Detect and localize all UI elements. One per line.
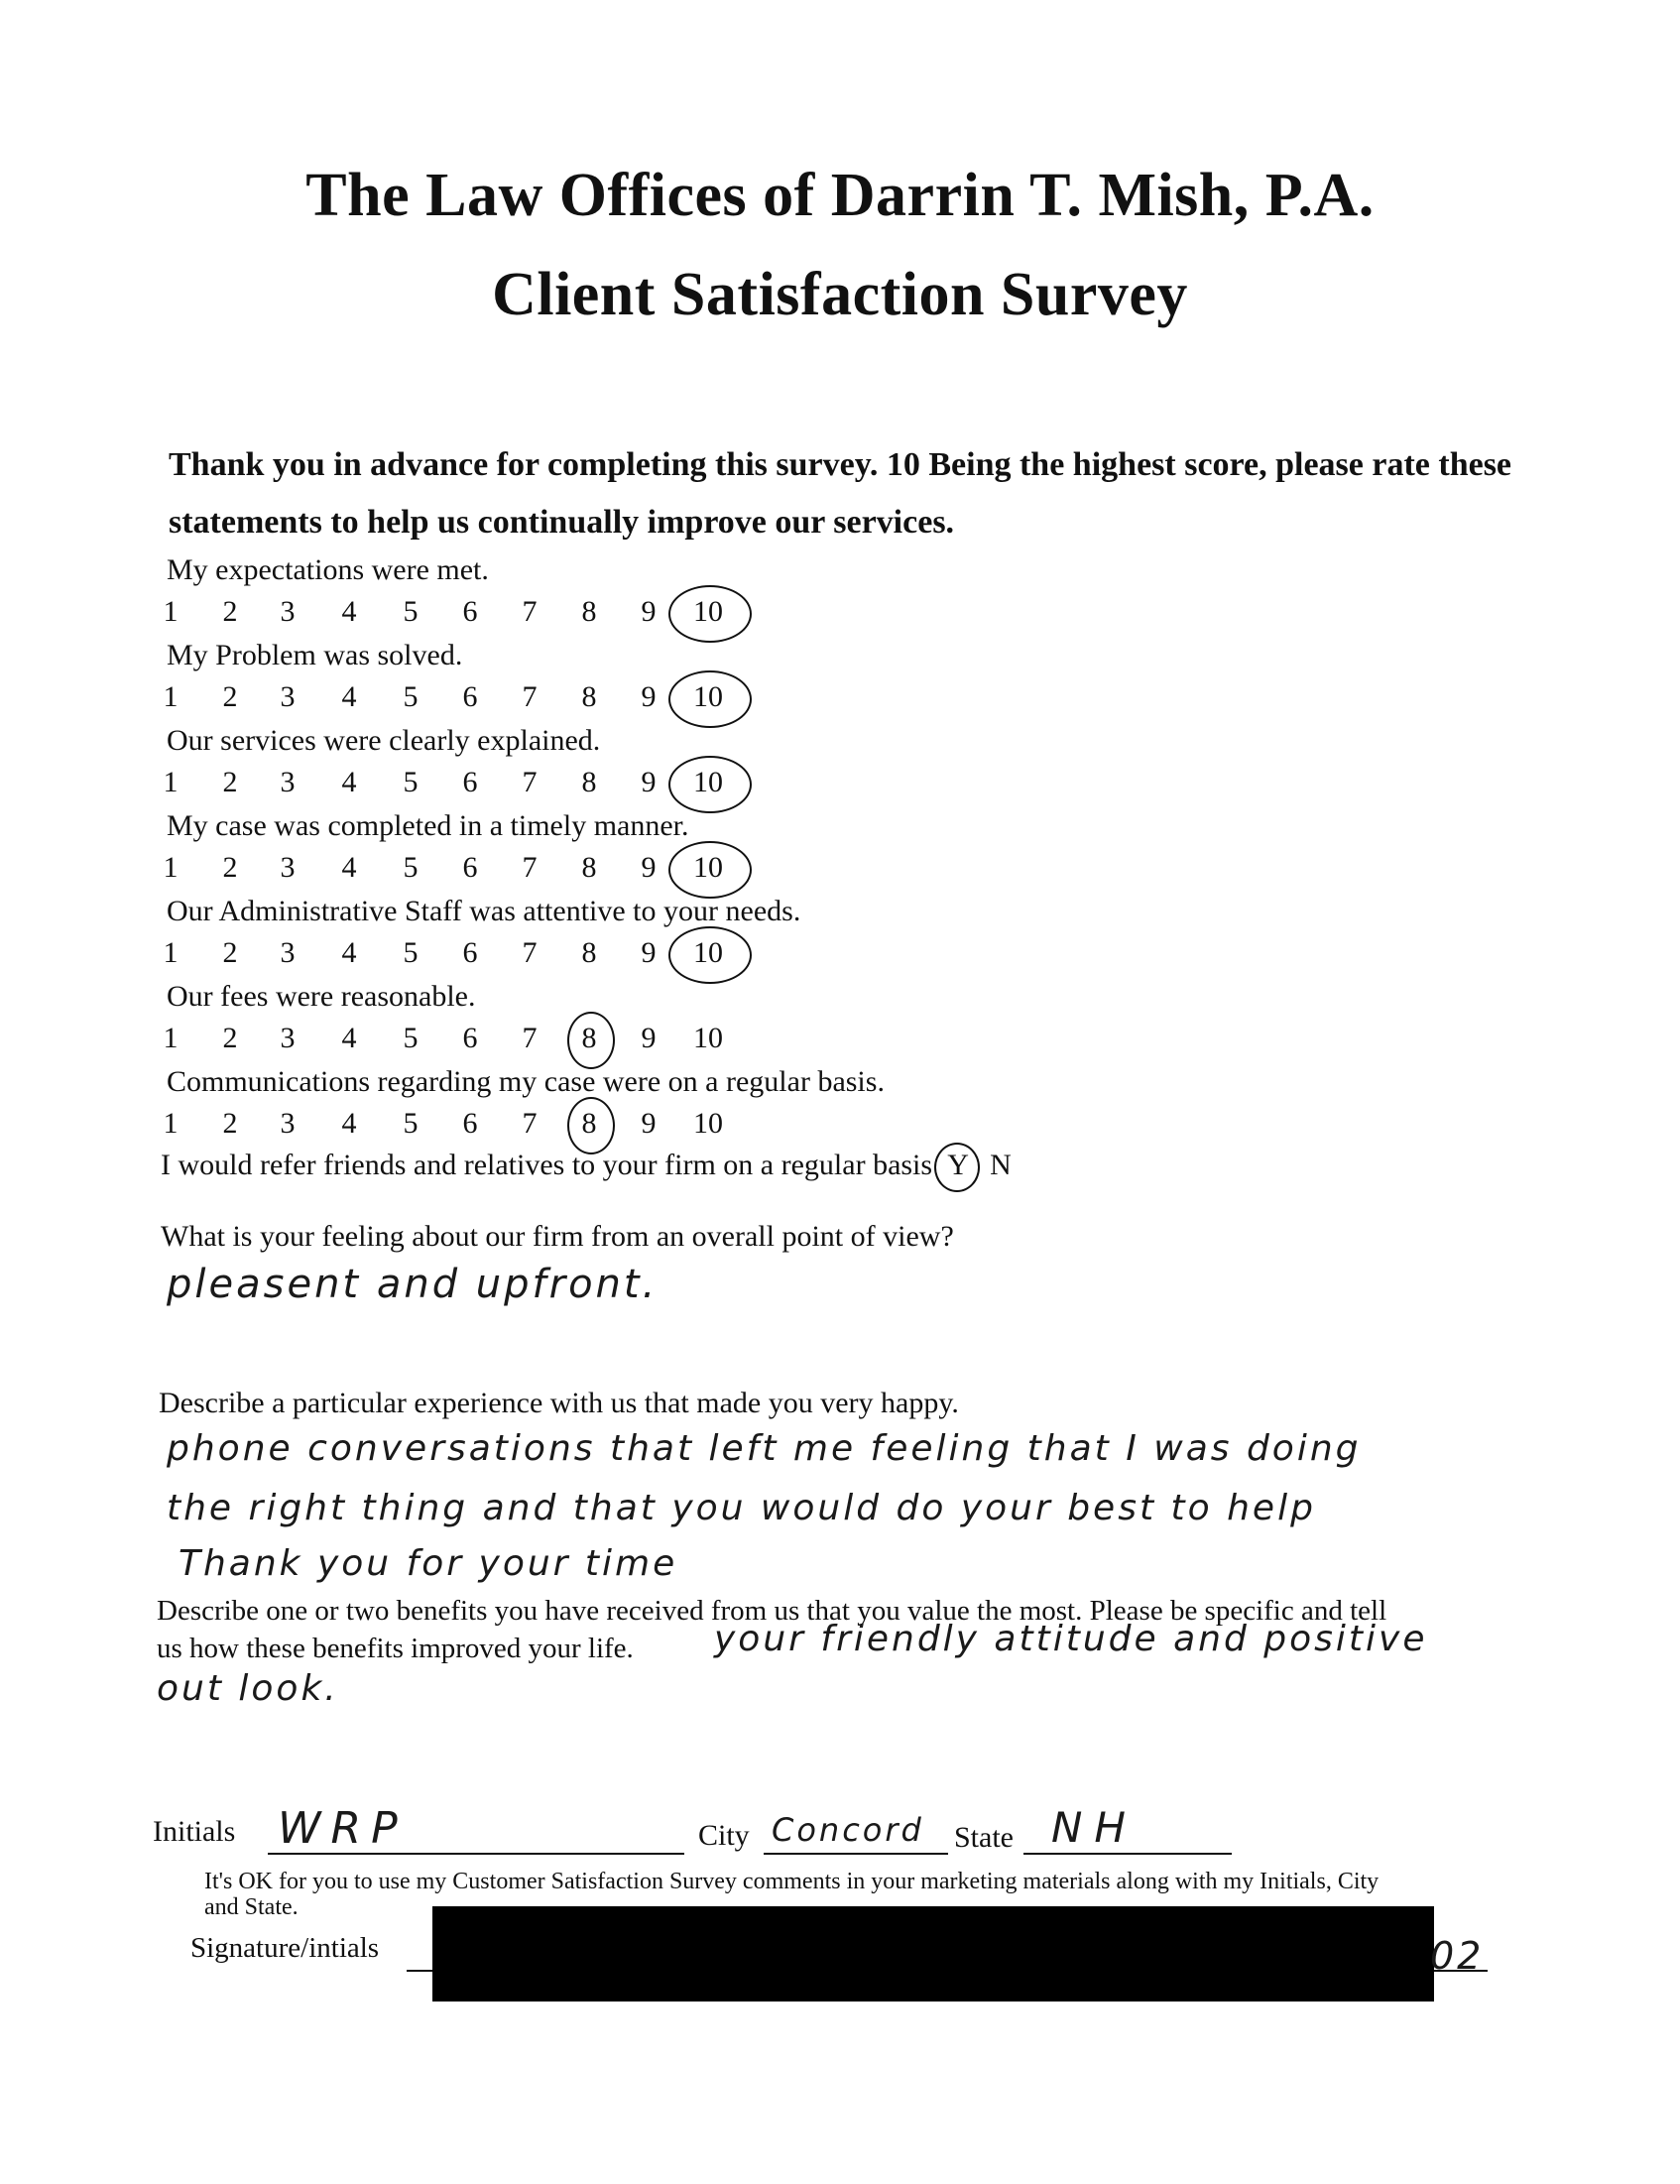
rating-option[interactable]: 2 xyxy=(222,1022,238,1054)
experience-answer-line: the right thing and that you would do your best to help xyxy=(167,1488,1316,1528)
rating-option[interactable]: 9 xyxy=(641,595,657,628)
question-text: My expectations were met. xyxy=(167,553,489,586)
rating-option[interactable]: 4 xyxy=(341,766,357,798)
refer-question xyxy=(161,1149,1012,1182)
rating-selection-circle xyxy=(668,585,752,643)
rating-option[interactable]: 5 xyxy=(403,766,419,798)
rating-option[interactable]: 8 xyxy=(581,680,597,713)
rating-option[interactable]: 6 xyxy=(462,1107,478,1140)
rating-selection-circle xyxy=(668,670,752,728)
refer-yes-option[interactable]: Y xyxy=(947,1149,969,1181)
experience-answer-line: Thank you for your time xyxy=(179,1543,678,1584)
rating-option[interactable]: 8 xyxy=(581,1107,597,1140)
refer-no-option[interactable]: N xyxy=(990,1149,1012,1181)
rating-option[interactable]: 3 xyxy=(280,1022,296,1054)
rating-option[interactable]: 8 xyxy=(581,766,597,798)
rating-option[interactable]: 4 xyxy=(341,936,357,969)
rating-option[interactable]: 10 xyxy=(693,595,723,628)
rating-option[interactable]: 1 xyxy=(163,595,179,628)
rating-option[interactable]: 4 xyxy=(341,1022,357,1054)
rating-option[interactable]: 6 xyxy=(462,680,478,713)
refer-selection-circle xyxy=(934,1143,980,1192)
survey-title: Client Satisfaction Survey xyxy=(492,261,1188,328)
rating-option[interactable]: 3 xyxy=(280,766,296,798)
rating-option[interactable]: 2 xyxy=(222,595,238,628)
question-text: Our services were clearly explained. xyxy=(167,724,601,757)
rating-option[interactable]: 3 xyxy=(280,680,296,713)
question-text: My case was completed in a timely manner. xyxy=(167,809,689,842)
rating-selection-circle xyxy=(668,926,752,984)
rating-option[interactable]: 4 xyxy=(341,595,357,628)
rating-selection-circle xyxy=(668,841,752,899)
rating-option[interactable]: 8 xyxy=(581,851,597,884)
rating-option[interactable]: 9 xyxy=(641,1107,657,1140)
rating-option[interactable]: 10 xyxy=(693,936,723,969)
rating-option[interactable]: 7 xyxy=(522,680,538,713)
rating-option[interactable]: 2 xyxy=(222,851,238,884)
rating-option[interactable]: 1 xyxy=(163,680,179,713)
city-underline xyxy=(764,1853,948,1855)
rating-option[interactable]: 4 xyxy=(341,1107,357,1140)
benefits-answer-line: out look. xyxy=(157,1668,339,1709)
rating-option[interactable]: 5 xyxy=(403,595,419,628)
rating-option[interactable]: 1 xyxy=(163,766,179,798)
signature-date-tail: 02 xyxy=(1430,1934,1485,1978)
refer-question-text: I would refer friends and relatives to your firm on a regular basis xyxy=(161,1149,933,1181)
state-underline xyxy=(1023,1853,1232,1855)
rating-option[interactable]: 7 xyxy=(522,1022,538,1054)
rating-option[interactable]: 7 xyxy=(522,1107,538,1140)
rating-option[interactable]: 2 xyxy=(222,766,238,798)
rating-option[interactable]: 9 xyxy=(641,766,657,798)
rating-option[interactable]: 1 xyxy=(163,1022,179,1054)
experience-question: Describe a particular experience with us that made you very happy. xyxy=(159,1387,959,1419)
signature-label: Signature/intials xyxy=(190,1932,380,1964)
rating-option[interactable]: 2 xyxy=(222,680,238,713)
question-text: Our fees were reasonable. xyxy=(167,980,476,1013)
rating-option[interactable]: 7 xyxy=(522,936,538,969)
rating-option[interactable]: 3 xyxy=(280,595,296,628)
rating-option[interactable]: 5 xyxy=(403,851,419,884)
overall-question: What is your feeling about our firm from an overall point of view? xyxy=(161,1220,954,1253)
rating-option[interactable]: 10 xyxy=(693,766,723,798)
rating-option[interactable]: 10 xyxy=(693,1022,723,1054)
rating-option[interactable]: 5 xyxy=(403,936,419,969)
rating-option[interactable]: 9 xyxy=(641,1022,657,1054)
rating-option[interactable]: 9 xyxy=(641,851,657,884)
rating-option[interactable]: 5 xyxy=(403,1107,419,1140)
rating-option[interactable]: 10 xyxy=(693,851,723,884)
experience-answer-line: phone conversations that left me feeling that I was doing xyxy=(167,1428,1362,1469)
rating-option[interactable]: 3 xyxy=(280,936,296,969)
rating-option[interactable]: 2 xyxy=(222,936,238,969)
rating-selection-circle xyxy=(567,1012,615,1069)
rating-option[interactable]: 6 xyxy=(462,936,478,969)
rating-option[interactable]: 5 xyxy=(403,680,419,713)
rating-option[interactable]: 5 xyxy=(403,1022,419,1054)
rating-selection-circle xyxy=(567,1097,615,1154)
benefits-question-line: us how these benefits improved your life. xyxy=(157,1633,634,1664)
rating-selection-circle xyxy=(668,756,752,813)
initials-label: Initials xyxy=(153,1815,236,1848)
overall-answer: pleasent and upfront. xyxy=(167,1262,659,1307)
firm-name: The Law Offices of Darrin T. Mish, P.A. xyxy=(305,162,1375,229)
rating-option[interactable]: 7 xyxy=(522,766,538,798)
permission-line: It's OK for you to use my Customer Satisfaction Survey comments in your marketing materials along with my Initials, City xyxy=(204,1869,1380,1894)
intro-text: Thank you in advance for completing this survey. 10 Being the highest score, please rate these statements to help us continually improve our services. xyxy=(169,446,1512,541)
initials-value[interactable]: WRP xyxy=(278,1803,408,1854)
rating-option[interactable]: 4 xyxy=(341,680,357,713)
rating-option[interactable]: 9 xyxy=(641,680,657,713)
rating-option[interactable]: 1 xyxy=(163,1107,179,1140)
state-label: State xyxy=(954,1821,1014,1854)
state-value[interactable]: NH xyxy=(1051,1803,1138,1852)
rating-option[interactable]: 7 xyxy=(522,851,538,884)
rating-option[interactable]: 9 xyxy=(641,936,657,969)
rating-option[interactable]: 2 xyxy=(222,1107,238,1140)
rating-option[interactable]: 1 xyxy=(163,851,179,884)
rating-option[interactable]: 4 xyxy=(341,851,357,884)
rating-option[interactable]: 3 xyxy=(280,1107,296,1140)
rating-option[interactable]: 6 xyxy=(462,1022,478,1054)
rating-option[interactable]: 6 xyxy=(462,766,478,798)
rating-option[interactable]: 7 xyxy=(522,595,538,628)
question-text: My Problem was solved. xyxy=(167,639,463,671)
signature-redaction xyxy=(432,1906,1434,2002)
benefits-answer-line: your friendly attitude and positive xyxy=(714,1619,1428,1659)
city-value[interactable]: Concord xyxy=(772,1811,924,1849)
rating-option[interactable]: 8 xyxy=(581,1022,597,1054)
rating-option[interactable]: 10 xyxy=(693,1107,723,1140)
rating-option[interactable]: 6 xyxy=(462,595,478,628)
city-label: City xyxy=(698,1819,750,1852)
question-text: Communications regarding my case were on a regular basis. xyxy=(167,1065,885,1098)
rating-option[interactable]: 3 xyxy=(280,851,296,884)
rating-option[interactable]: 1 xyxy=(163,936,179,969)
rating-option[interactable]: 8 xyxy=(581,595,597,628)
rating-option[interactable]: 8 xyxy=(581,936,597,969)
permission-line: and State. xyxy=(204,1894,299,1920)
rating-option[interactable]: 6 xyxy=(462,851,478,884)
question-text: Our Administrative Staff was attentive to your needs. xyxy=(167,895,801,927)
rating-option[interactable]: 10 xyxy=(693,680,723,713)
benefits-question-line: Describe one or two benefits you have received from us that you value the most. Please be specific and tell xyxy=(157,1595,1387,1627)
